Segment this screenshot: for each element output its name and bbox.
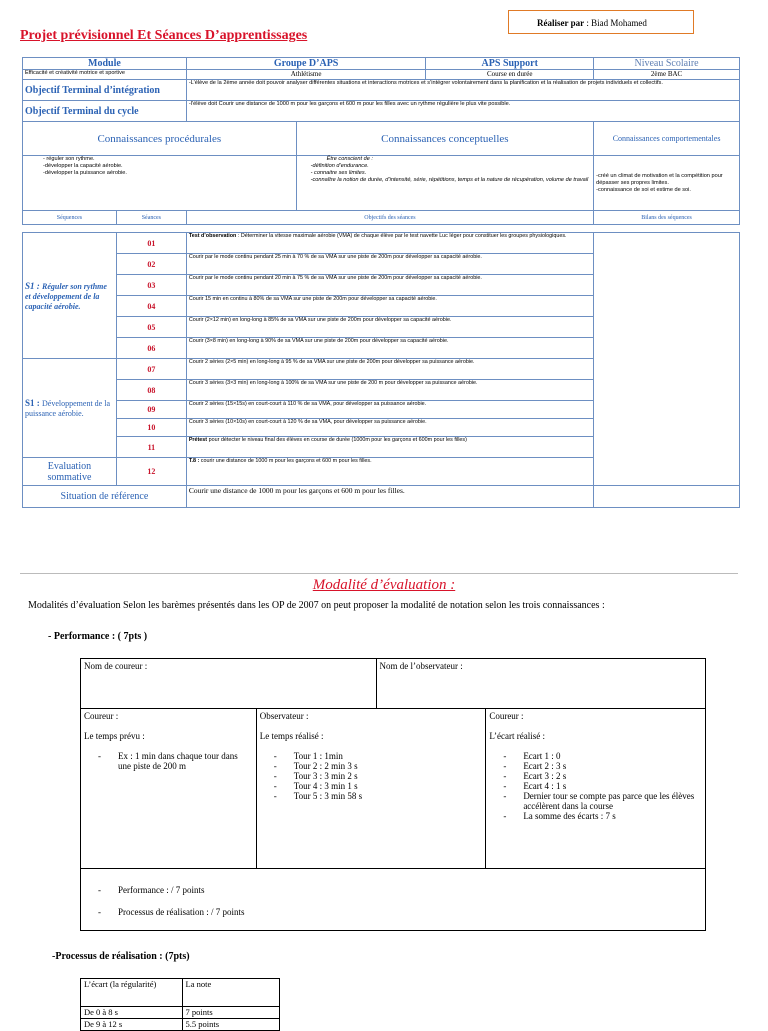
seance-text: : Déterminer la vitesse maximale aérobie (VMA) de chaque élève par le test navette Luc léger pour constituer les groupes physiologiques. bbox=[236, 233, 567, 239]
seance-objective bbox=[186, 254, 593, 275]
seance-number: 06 bbox=[116, 338, 186, 359]
header-niveau: Niveau Scolaire bbox=[594, 58, 740, 70]
situation-reference-label: Situation de référence bbox=[23, 486, 187, 508]
sequence-1-cell bbox=[23, 233, 117, 359]
list-item: - Tour 2 : 2 min 3 s bbox=[294, 761, 483, 771]
situation-reference-bilan bbox=[594, 486, 740, 508]
col-head: Coureur : bbox=[489, 711, 524, 721]
col-head: Coureur : bbox=[84, 711, 119, 721]
score-list bbox=[84, 885, 702, 917]
seance-text: Courir 2 séries (2×5 min) en long-long à 95 % de sa VMA sur une piste de 200m pour développer sa puissance aérobie. bbox=[188, 359, 475, 365]
seance-number: 09 bbox=[116, 401, 186, 419]
author-box bbox=[508, 10, 694, 34]
note-cell: 7 points bbox=[182, 1007, 279, 1019]
list-item: - Ecart 2 : 3 s bbox=[523, 761, 702, 771]
otc-label: Objectif Terminal du cycle bbox=[23, 101, 187, 122]
list-item: - Tour 4 : 3 min 1 s bbox=[294, 781, 483, 791]
header-comp: Connaissances comportementales bbox=[594, 122, 740, 156]
seance-bold: Test d’observation bbox=[188, 233, 237, 239]
col-sub: Le temps prévu : bbox=[84, 731, 145, 741]
seance-number: 12 bbox=[116, 458, 186, 486]
header-bilans: Bilans des séquences bbox=[594, 211, 740, 225]
seance-bold: Prétest bbox=[188, 437, 208, 443]
note-cell: 5.5 points bbox=[182, 1019, 279, 1031]
sequence-1-text: Réguler son rythme et développement de la capacité aérobie. bbox=[25, 281, 107, 311]
seance-number: 01 bbox=[116, 233, 186, 254]
value-support: Course en durée bbox=[426, 70, 594, 80]
note-header: La note bbox=[182, 979, 279, 1007]
list-item: - La somme des écarts : 7 s bbox=[523, 811, 702, 821]
bareme-table bbox=[80, 978, 280, 1031]
seance-objective bbox=[186, 296, 593, 317]
sequence-2-number: S1 : bbox=[25, 398, 40, 408]
header-support: APS Support bbox=[426, 58, 594, 70]
sequence-2-cell bbox=[23, 359, 117, 458]
seance-objective bbox=[186, 437, 593, 458]
ecart-cell: De 0 à 8 s bbox=[81, 1007, 183, 1019]
header-conc: Connaissances conceptuelles bbox=[296, 122, 594, 156]
seance-objective bbox=[186, 275, 593, 296]
list-item: - Dernier tour se compte pas parce que les élèves accélèrent dans la course bbox=[523, 791, 702, 811]
seance-number: 03 bbox=[116, 275, 186, 296]
sequence-1-number: S1 : bbox=[25, 280, 40, 291]
header-groupe: Groupe D’APS bbox=[186, 58, 426, 70]
col-sub: Le temps réalisé : bbox=[259, 731, 324, 741]
temps-prevu-list bbox=[84, 751, 253, 771]
conc-item: - connaitre ses limites. bbox=[310, 170, 367, 176]
seance-number: 08 bbox=[116, 380, 186, 401]
list-item: - Performance : / 7 points bbox=[118, 885, 702, 895]
header-sequences: Séquences bbox=[23, 211, 117, 225]
seance-text: Courir 15 min en continu à 80% de sa VMA sur une piste de 200m pour développer sa capacité aérobie. bbox=[188, 296, 437, 302]
conc-item: -connaître la notion de durée, d’intensité, série, répétitions, temps et la nature de récupération, volume de travail bbox=[310, 177, 589, 183]
seance-text: courir une distance de 1000 m pour les garçons et 600 m pour les filles. bbox=[199, 458, 372, 464]
nom-observateur-cell: Nom de l’observateur : bbox=[376, 659, 705, 709]
ecart-header: L’écart (la régularité) bbox=[81, 979, 183, 1007]
author-name: : Biad Mohamed bbox=[586, 18, 647, 28]
proc-item: - réguler son rythme. bbox=[43, 156, 95, 162]
list-item: - Tour 3 : 3 min 2 s bbox=[294, 771, 483, 781]
seance-text: Courir 3 séries (3×3 min) en long-long à 100% de sa VMA sur une piste de 200 m pour développer sa puissance aérobie. bbox=[188, 380, 478, 386]
seance-text: Courir 2 séries (15×15s) en court-court à 110 % de sa VMA, pour développer sa puissance aérobie. bbox=[188, 401, 427, 407]
page-title: Projet prévisionnel Et Séances D’apprentissages bbox=[20, 28, 308, 43]
header-module: Module bbox=[23, 58, 187, 70]
seance-number: 07 bbox=[116, 359, 186, 380]
conc-list bbox=[296, 156, 594, 211]
seance-text: Courir (2×12 min) en long-long à 85% de sa VMA sur une piste de 200m pour développer sa capacité aérobie. bbox=[188, 317, 452, 323]
list-item: - Ecart 1 : 0 bbox=[523, 751, 702, 761]
temps-realise-list bbox=[260, 751, 483, 801]
bilans-cell bbox=[594, 233, 740, 486]
seance-text: Courir (3×8 min) en long-long à 90% de sa VMA sur une piste de 200m pour développer sa capacité aérobie. bbox=[188, 338, 449, 344]
section-divider bbox=[20, 573, 738, 574]
seance-objective bbox=[186, 401, 593, 419]
col-head: Observateur : bbox=[259, 711, 309, 721]
conc-item: -définition d’endurance. bbox=[310, 163, 369, 169]
sequence-2-text: Développement de la puissance aérobie. bbox=[25, 399, 110, 418]
conc-item: Être conscient de : bbox=[326, 156, 373, 162]
seance-bold: T.8 : bbox=[188, 458, 200, 464]
comp-list bbox=[594, 156, 740, 211]
seance-text: Courir 3 séries (10×10s) en court-court à 120 % de sa VMA, pour développer sa puissance aérobie. bbox=[188, 419, 427, 425]
list-item: - Tour 5 : 3 min 58 s bbox=[294, 791, 483, 801]
processus-title: -Processus de réalisation : (7pts) bbox=[52, 951, 190, 962]
otc-text: -l’élève doit Courir une distance de 1000 m pour les garçons et 600 m pour les filles avec un rythme régulière le plus vite possible. bbox=[186, 101, 739, 122]
seance-objective bbox=[186, 458, 593, 486]
list-item: - Ecart 4 : 1 s bbox=[523, 781, 702, 791]
value-niveau: 2ème BAC bbox=[594, 70, 740, 80]
seance-text: Courir par le mode continu pendant 20 min à 75 % de sa VMA sur une piste de 200m pour développer sa capacité aérobie. bbox=[188, 275, 482, 281]
temps-realise-cell bbox=[256, 709, 486, 869]
performance-title: - Performance : ( 7pts ) bbox=[48, 631, 148, 642]
proc-item: -développer la capacité aérobie. bbox=[43, 163, 123, 169]
seance-objective bbox=[186, 317, 593, 338]
eval-sommative-label: Evaluation sommative bbox=[23, 458, 117, 486]
comp-item: -connaissance de soi et estime de soi. bbox=[596, 186, 691, 193]
author-label: Réaliser par bbox=[537, 18, 585, 28]
seance-number: 05 bbox=[116, 317, 186, 338]
ecart-realise-list bbox=[489, 751, 702, 821]
seance-number: 02 bbox=[116, 254, 186, 275]
planning-table bbox=[22, 57, 740, 508]
list-item: - Processus de réalisation : / 7 points bbox=[118, 907, 702, 917]
situation-reference-text: Courir une distance de 1000 m pour les garçons et 600 m pour les filles. bbox=[186, 486, 593, 508]
list-item: - Tour 1 : 1min bbox=[294, 751, 483, 761]
seance-text: Courir par le mode continu pendant 25 min à 70 % de sa VMA sur une piste de 200m pour développer sa capacité aérobie. bbox=[188, 254, 482, 260]
header-proc: Connaissances procédurales bbox=[23, 122, 297, 156]
temps-prevu-cell bbox=[81, 709, 257, 869]
evaluation-title: Modalité d’évaluation : bbox=[312, 577, 456, 593]
seance-text: pour détecter le niveau final des élèves en course de durée (1000m pour les garçons et 600m pour les filles) bbox=[207, 437, 467, 443]
seance-number: 11 bbox=[116, 437, 186, 458]
seance-number: 04 bbox=[116, 296, 186, 317]
nom-coureur-cell: Nom de coureur : bbox=[81, 659, 377, 709]
score-cell bbox=[81, 869, 706, 931]
seance-objective bbox=[186, 359, 593, 380]
value-groupe: Athlétisme bbox=[186, 70, 426, 80]
proc-list bbox=[23, 156, 297, 211]
seance-objective bbox=[186, 380, 593, 401]
seance-objective bbox=[186, 338, 593, 359]
proc-item: -développer la puissance aérobie. bbox=[43, 170, 127, 176]
oti-label: Objectif Terminal d’intégration bbox=[23, 80, 187, 101]
seance-objective bbox=[186, 419, 593, 437]
header-seances: Séances bbox=[116, 211, 186, 225]
list-item: - Ex : 1 min dans chaque tour dans une piste de 200 m bbox=[118, 751, 253, 771]
seance-objective bbox=[186, 233, 593, 254]
oti-text: -L’élève de la 2ème année doit pouvoir analyser différentes situations et interactions motrices et s’intégrer volontairement dans la planification et la réalisation de projets individuels et collectifs. bbox=[186, 80, 739, 101]
ecart-realise-cell bbox=[486, 709, 706, 869]
list-item: - Ecart 3 : 2 s bbox=[523, 771, 702, 781]
seance-number: 10 bbox=[116, 419, 186, 437]
col-sub: L’écart réalisé : bbox=[489, 731, 545, 741]
header-objectifs: Objectifs des séances bbox=[186, 211, 593, 225]
ecart-cell: De 9 à 12 s bbox=[81, 1019, 183, 1031]
comp-item: -créé un climat de motivation et la compétition pour dépasser ses propres limites. bbox=[596, 172, 723, 186]
evaluation-intro: Modalités d’évaluation Selon les barèmes présentés dans les OP de 2007 on peut proposer la modalité de notation selon les trois connaissances : bbox=[28, 600, 605, 611]
performance-table bbox=[80, 658, 706, 931]
value-module: Efficacité et créativité motrice et sportive bbox=[23, 70, 187, 80]
